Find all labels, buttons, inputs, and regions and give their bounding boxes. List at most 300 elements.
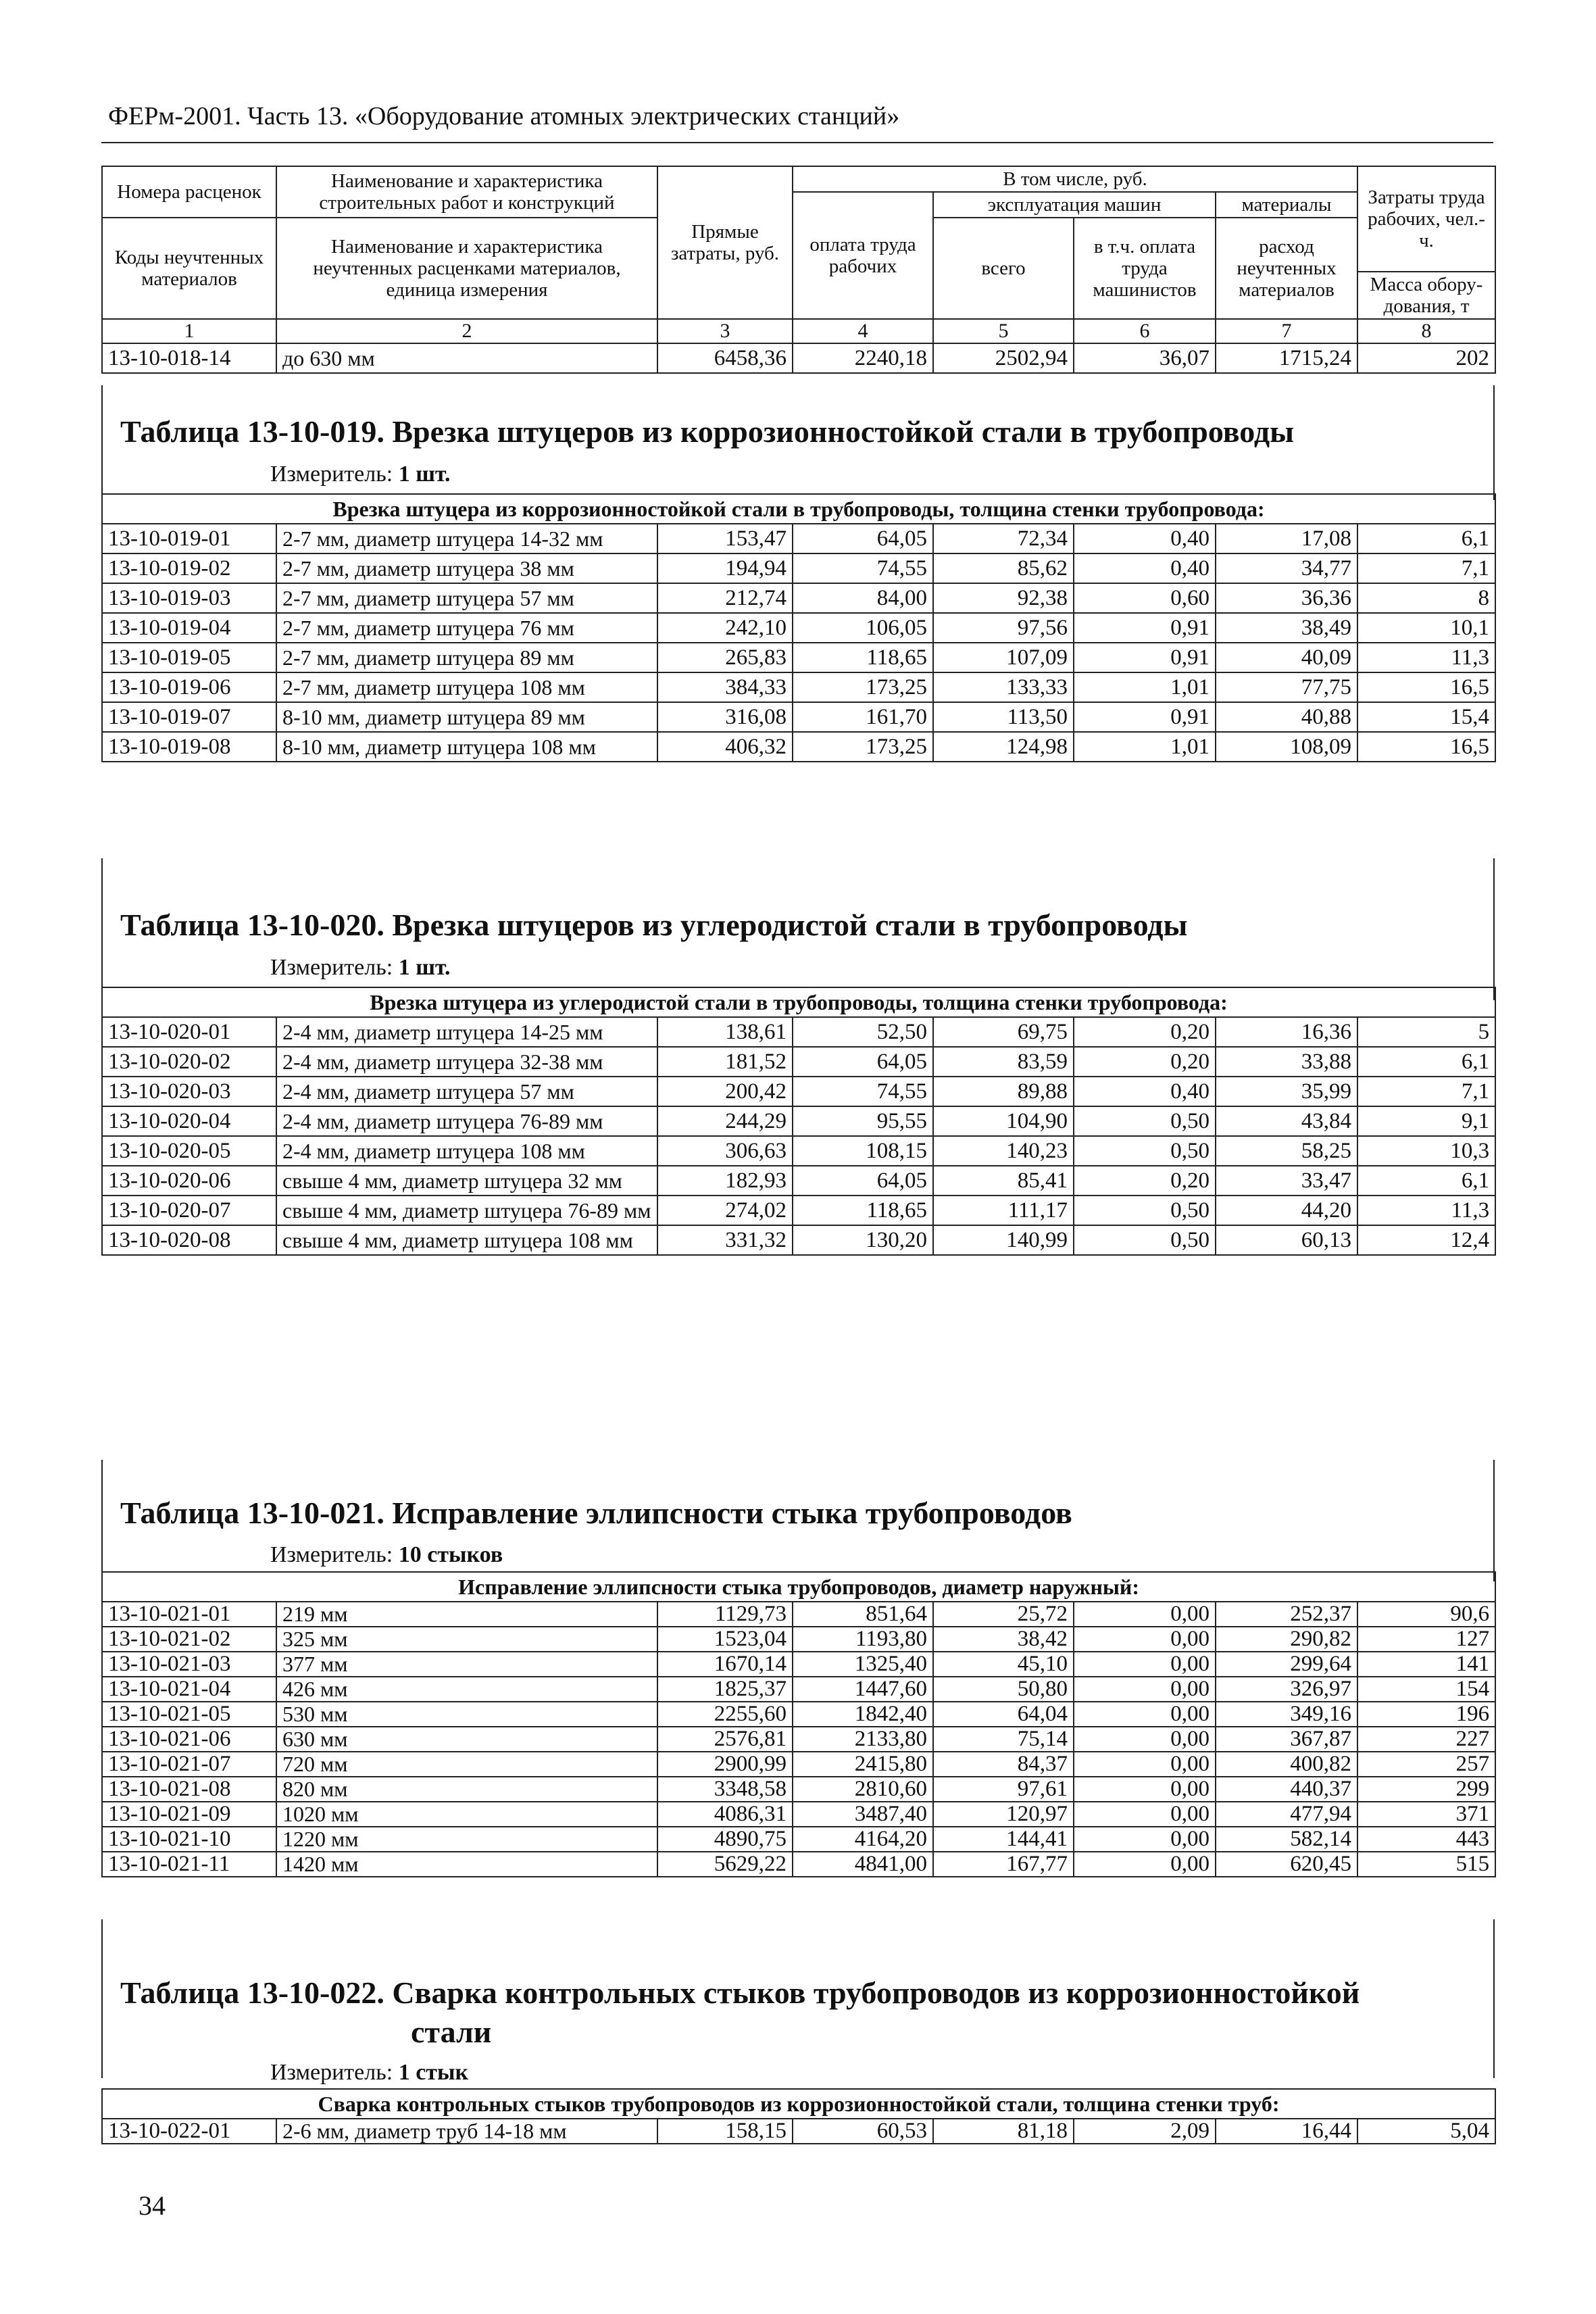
- direct-cost: 3348,58: [657, 1777, 793, 1802]
- direct-cost: 265,83: [657, 643, 793, 672]
- table-row: [102, 613, 1495, 643]
- materials: 58,25: [1216, 1136, 1357, 1166]
- table-row: [102, 343, 1495, 373]
- materials: 16,44: [1216, 2119, 1357, 2144]
- machinists-wages: 0,50: [1074, 1196, 1216, 1225]
- materials: 400,82: [1216, 1752, 1357, 1777]
- table-13-10-019-title: Таблица 13-10-019. Врезка штуцеров из коррозионностойкой стали в трубопроводы: [120, 414, 1295, 449]
- col-index: 6: [1074, 319, 1216, 343]
- machinists-wages: 0,00: [1074, 1677, 1216, 1702]
- materials: 33,47: [1216, 1166, 1357, 1196]
- machines-total: 64,04: [933, 1702, 1074, 1727]
- materials: 38,49: [1216, 613, 1357, 643]
- col-index: 8: [1357, 319, 1495, 343]
- labor-cost: 10,1: [1357, 613, 1495, 643]
- col-index: 7: [1216, 319, 1357, 343]
- machinists-wages: 2,09: [1074, 2119, 1216, 2144]
- materials: 33,88: [1216, 1047, 1357, 1077]
- column-header-table: [101, 166, 1496, 374]
- rate-code: 13-10-018-14: [102, 343, 276, 373]
- direct-cost: 1523,04: [657, 1627, 793, 1652]
- labor-cost: 5: [1357, 1017, 1495, 1047]
- work-name: 530 мм: [276, 1702, 657, 1727]
- machines-total: 113,50: [933, 702, 1074, 732]
- wages: 851,64: [793, 1602, 933, 1627]
- col-machinists-wages-header: в т.ч. оплата труда машинистов: [1074, 218, 1216, 319]
- materials: 290,82: [1216, 1627, 1357, 1652]
- materials-group-header: материалы: [1216, 192, 1357, 218]
- table-13-10-020-title: Таблица 13-10-020. Врезка штуцеров из углеродистой стали в трубопроводы: [120, 908, 1188, 942]
- machinists-wages: 0,00: [1074, 1652, 1216, 1677]
- materials: 43,84: [1216, 1106, 1357, 1136]
- work-name: 1220 мм: [276, 1827, 657, 1852]
- labor-cost: 227: [1357, 1727, 1495, 1752]
- direct-cost: 4086,31: [657, 1802, 793, 1827]
- machines-total: 38,42: [933, 1627, 1074, 1652]
- wages: 1325,40: [793, 1652, 933, 1677]
- table-row: [102, 1077, 1495, 1106]
- labor-cost: 196: [1357, 1702, 1495, 1727]
- work-name: 2-4 мм, диаметр штуцера 108 мм: [276, 1136, 657, 1166]
- table-13-10-022-measure: Измеритель: 1 стык: [270, 2060, 469, 2085]
- rate-code: 13-10-021-01: [102, 1602, 276, 1627]
- wages: 64,05: [793, 1166, 933, 1196]
- section-heading: Исправление эллипсности стыка трубопроводов, диаметр наружный:: [102, 1572, 1495, 1602]
- machines-total: 124,98: [933, 732, 1074, 762]
- machines-total: 84,37: [933, 1752, 1074, 1777]
- table-row: [102, 1652, 1495, 1677]
- table-13-10-020-measure: Измеритель: 1 шт.: [270, 955, 451, 980]
- table-row: [102, 732, 1495, 762]
- table-row: [102, 1196, 1495, 1225]
- rate-code: 13-10-020-04: [102, 1106, 276, 1136]
- direct-cost: 1129,73: [657, 1602, 793, 1627]
- machinists-wages: 0,20: [1074, 1047, 1216, 1077]
- machines-total: 72,34: [933, 524, 1074, 553]
- machinists-wages: 0,00: [1074, 1727, 1216, 1752]
- work-name: свыше 4 мм, диаметр штуцера 108 мм: [276, 1225, 657, 1255]
- machinists-wages: 0,00: [1074, 1602, 1216, 1627]
- machinists-wages: 0,40: [1074, 553, 1216, 583]
- wages: 1842,40: [793, 1702, 933, 1727]
- machines-total: 120,97: [933, 1802, 1074, 1827]
- wages: 4164,20: [793, 1827, 933, 1852]
- wages: 1447,60: [793, 1677, 933, 1702]
- col-material-codes-header: Коды неучтенных материалов: [102, 218, 276, 319]
- direct-cost: 200,42: [657, 1077, 793, 1106]
- work-name: 2-7 мм, диаметр штуцера 76 мм: [276, 613, 657, 643]
- wages: 108,15: [793, 1136, 933, 1166]
- table-row: [102, 1047, 1495, 1077]
- wages: 64,05: [793, 1047, 933, 1077]
- wages: 106,05: [793, 613, 933, 643]
- materials: 620,45: [1216, 1852, 1357, 1877]
- work-name: 2-4 мм, диаметр штуцера 14-25 мм: [276, 1017, 657, 1047]
- materials: 582,14: [1216, 1827, 1357, 1852]
- rate-code: 13-10-021-08: [102, 1777, 276, 1802]
- wages: 2240,18: [793, 343, 933, 373]
- rate-code: 13-10-020-06: [102, 1166, 276, 1196]
- direct-cost: 153,47: [657, 524, 793, 553]
- materials: 349,16: [1216, 1702, 1357, 1727]
- wages: 2415,80: [793, 1752, 933, 1777]
- table-13-10-021-title: Таблица 13-10-021. Исправление эллипсности стыка трубопроводов: [120, 1496, 1072, 1530]
- materials: 326,97: [1216, 1677, 1357, 1702]
- table-13-10-019-measure: Измеритель: 1 шт.: [270, 462, 451, 487]
- materials: 34,77: [1216, 553, 1357, 583]
- rate-code: 13-10-019-04: [102, 613, 276, 643]
- incl-group-header: В том числе, руб.: [793, 166, 1357, 192]
- rate-code: 13-10-019-06: [102, 672, 276, 702]
- materials: 440,37: [1216, 1777, 1357, 1802]
- direct-cost: 1670,14: [657, 1652, 793, 1677]
- rate-code: 13-10-019-03: [102, 583, 276, 613]
- wages: 74,55: [793, 553, 933, 583]
- direct-cost: 331,32: [657, 1225, 793, 1255]
- rate-code: 13-10-021-04: [102, 1677, 276, 1702]
- rate-code: 13-10-021-02: [102, 1627, 276, 1652]
- machines-total: 81,18: [933, 2119, 1074, 2144]
- col-equipment-mass-header: Масса обору-дования, т: [1357, 272, 1495, 319]
- direct-cost: 244,29: [657, 1106, 793, 1136]
- direct-cost: 306,63: [657, 1136, 793, 1166]
- rate-code: 13-10-021-10: [102, 1827, 276, 1852]
- machinists-wages: 0,00: [1074, 1802, 1216, 1827]
- materials: 17,08: [1216, 524, 1357, 553]
- work-name: 2-4 мм, диаметр штуцера 32-38 мм: [276, 1047, 657, 1077]
- table-row: [102, 1602, 1495, 1627]
- wages: 2133,80: [793, 1727, 933, 1752]
- machines-total: 111,17: [933, 1196, 1074, 1225]
- work-name: 1020 мм: [276, 1802, 657, 1827]
- labor-cost: 12,4: [1357, 1225, 1495, 1255]
- rate-code: 13-10-019-07: [102, 702, 276, 732]
- work-name: 2-7 мм, диаметр штуцера 108 мм: [276, 672, 657, 702]
- direct-cost: 384,33: [657, 672, 793, 702]
- col-index: 5: [933, 319, 1074, 343]
- labor-cost: 202: [1357, 343, 1495, 373]
- wages: 173,25: [793, 672, 933, 702]
- machinists-wages: 0,00: [1074, 1702, 1216, 1727]
- work-name: 2-7 мм, диаметр штуцера 89 мм: [276, 643, 657, 672]
- wages: 64,05: [793, 524, 933, 553]
- wages: 84,00: [793, 583, 933, 613]
- table-row: [102, 1017, 1495, 1047]
- labor-cost: 8: [1357, 583, 1495, 613]
- rate-code: 13-10-021-07: [102, 1752, 276, 1777]
- labor-cost: 6,1: [1357, 524, 1495, 553]
- table-row: [102, 1827, 1495, 1852]
- machines-total: 83,59: [933, 1047, 1074, 1077]
- direct-cost: 2255,60: [657, 1702, 793, 1727]
- labor-cost: 7,1: [1357, 1077, 1495, 1106]
- machines-total: 140,99: [933, 1225, 1074, 1255]
- labor-cost: 16,5: [1357, 732, 1495, 762]
- materials: 35,99: [1216, 1077, 1357, 1106]
- machines-total: 92,38: [933, 583, 1074, 613]
- col-index: 2: [276, 319, 657, 343]
- machines-total: 97,61: [933, 1777, 1074, 1802]
- table-row: [102, 1136, 1495, 1166]
- materials: 40,09: [1216, 643, 1357, 672]
- materials: 108,09: [1216, 732, 1357, 762]
- table-row: [102, 672, 1495, 702]
- direct-cost: 4890,75: [657, 1827, 793, 1852]
- direct-cost: 212,74: [657, 583, 793, 613]
- materials: 477,94: [1216, 1802, 1357, 1827]
- labor-cost: 90,6: [1357, 1602, 1495, 1627]
- wages: 118,65: [793, 1196, 933, 1225]
- direct-cost: 1825,37: [657, 1677, 793, 1702]
- wages: 118,65: [793, 643, 933, 672]
- direct-cost: 2576,81: [657, 1727, 793, 1752]
- labor-cost: 7,1: [1357, 553, 1495, 583]
- wages: 161,70: [793, 702, 933, 732]
- work-name: 720 мм: [276, 1752, 657, 1777]
- section-heading: Врезка штуцера из углеродистой стали в трубопроводы, толщина стенки трубопровода:: [102, 987, 1495, 1017]
- col-index: 1: [102, 319, 276, 343]
- work-name: до 630 мм: [276, 343, 657, 373]
- labor-cost: 6,1: [1357, 1047, 1495, 1077]
- direct-cost: 138,61: [657, 1017, 793, 1047]
- labor-cost: 15,4: [1357, 702, 1495, 732]
- machines-total: 25,72: [933, 1602, 1074, 1627]
- wages: 74,55: [793, 1077, 933, 1106]
- rate-code: 13-10-021-03: [102, 1652, 276, 1677]
- machinists-wages: 0,50: [1074, 1136, 1216, 1166]
- machines-total: 104,90: [933, 1106, 1074, 1136]
- materials: 16,36: [1216, 1017, 1357, 1047]
- machinists-wages: 1,01: [1074, 732, 1216, 762]
- machinists-wages: 0,40: [1074, 1077, 1216, 1106]
- machines-total: 89,88: [933, 1077, 1074, 1106]
- col-work-name-header: Наименование и характеристика строительных работ и конструкций: [276, 166, 657, 218]
- table-row: [102, 1727, 1495, 1752]
- materials: 252,37: [1216, 1602, 1357, 1627]
- machinists-wages: 0,00: [1074, 1852, 1216, 1877]
- machines-total: 85,41: [933, 1166, 1074, 1196]
- table-13-10-021-measure: Измеритель: 10 стыков: [270, 1542, 503, 1567]
- rate-code: 13-10-020-05: [102, 1136, 276, 1166]
- work-name: 2-6 мм, диаметр труб 14-18 мм: [276, 2119, 657, 2144]
- materials: 367,87: [1216, 1727, 1357, 1752]
- machinists-wages: 0,91: [1074, 702, 1216, 732]
- materials: 299,64: [1216, 1652, 1357, 1677]
- direct-cost: 182,93: [657, 1166, 793, 1196]
- machinists-wages: 0,20: [1074, 1166, 1216, 1196]
- machinists-wages: 0,91: [1074, 643, 1216, 672]
- table-13-10-022-title: Таблица 13-10-022. Сварка контрольных стыков трубопроводов из коррозионностойкой: [120, 1975, 1360, 2010]
- machines-total: 45,10: [933, 1652, 1074, 1677]
- rate-code: 13-10-019-02: [102, 553, 276, 583]
- rate-code: 13-10-020-07: [102, 1196, 276, 1225]
- work-name: свыше 4 мм, диаметр штуцера 76-89 мм: [276, 1196, 657, 1225]
- work-name: свыше 4 мм, диаметр штуцера 32 мм: [276, 1166, 657, 1196]
- machines-group-header: эксплуатация машин: [933, 192, 1216, 218]
- rate-code: 13-10-019-01: [102, 524, 276, 553]
- col-rate-number-header: Номера расценок: [102, 166, 276, 218]
- table-row: [102, 1225, 1495, 1255]
- page-number: 34: [139, 2190, 166, 2221]
- labor-cost: 5,04: [1357, 2119, 1495, 2144]
- labor-cost: 299: [1357, 1777, 1495, 1802]
- machines-total: 144,41: [933, 1827, 1074, 1852]
- wages: 60,53: [793, 2119, 933, 2144]
- machinists-wages: 0,20: [1074, 1017, 1216, 1047]
- table-row: [102, 524, 1495, 553]
- wages: 2810,60: [793, 1777, 933, 1802]
- work-name: 219 мм: [276, 1602, 657, 1627]
- work-name: 8-10 мм, диаметр штуцера 108 мм: [276, 732, 657, 762]
- work-name: 2-7 мм, диаметр штуцера 57 мм: [276, 583, 657, 613]
- machines-total: 85,62: [933, 553, 1074, 583]
- work-name: 2-7 мм, диаметр штуцера 38 мм: [276, 553, 657, 583]
- rate-code: 13-10-020-08: [102, 1225, 276, 1255]
- table-13-10-019: [101, 493, 1496, 762]
- col-labor-cost-header: Затраты труда рабочих, чел.-ч.: [1357, 166, 1495, 272]
- work-name: 8-10 мм, диаметр штуцера 89 мм: [276, 702, 657, 732]
- materials: 36,36: [1216, 583, 1357, 613]
- materials: 77,75: [1216, 672, 1357, 702]
- col-material-name-header: Наименование и характеристика неучтенных расценками материалов, единица измерения: [276, 218, 657, 319]
- machinists-wages: 1,01: [1074, 672, 1216, 702]
- wages: 3487,40: [793, 1802, 933, 1827]
- header-rule: [101, 142, 1493, 143]
- materials: 44,20: [1216, 1196, 1357, 1225]
- rate-code: 13-10-021-11: [102, 1852, 276, 1877]
- machines-total: 75,14: [933, 1727, 1074, 1752]
- rate-code: 13-10-020-03: [102, 1077, 276, 1106]
- machines-total: 107,09: [933, 643, 1074, 672]
- machinists-wages: 36,07: [1074, 343, 1216, 373]
- labor-cost: 127: [1357, 1627, 1495, 1652]
- col-index: 4: [793, 319, 933, 343]
- section-heading: Врезка штуцера из коррозионностойкой стали в трубопроводы, толщина стенки трубопровода:: [102, 494, 1495, 524]
- wages: 95,55: [793, 1106, 933, 1136]
- direct-cost: 316,08: [657, 702, 793, 732]
- direct-cost: 274,02: [657, 1196, 793, 1225]
- work-name: 426 мм: [276, 1677, 657, 1702]
- labor-cost: 11,3: [1357, 643, 1495, 672]
- rate-code: 13-10-021-05: [102, 1702, 276, 1727]
- column-index-row: [102, 319, 1495, 343]
- table-row: [102, 643, 1495, 672]
- labor-cost: 11,3: [1357, 1196, 1495, 1225]
- work-name: 2-4 мм, диаметр штуцера 76-89 мм: [276, 1106, 657, 1136]
- rate-code: 13-10-019-08: [102, 732, 276, 762]
- table-row: [102, 1702, 1495, 1727]
- rate-code: 13-10-020-01: [102, 1017, 276, 1047]
- machinists-wages: 0,00: [1074, 1752, 1216, 1777]
- materials: 60,13: [1216, 1225, 1357, 1255]
- table-13-10-021: [101, 1571, 1496, 1877]
- table-13-10-020: [101, 987, 1496, 1256]
- work-name: 820 мм: [276, 1777, 657, 1802]
- table-13-10-022: [101, 2088, 1496, 2144]
- machinists-wages: 0,40: [1074, 524, 1216, 553]
- wages: 1193,80: [793, 1627, 933, 1652]
- labor-cost: 141: [1357, 1652, 1495, 1677]
- machines-total: 2502,94: [933, 343, 1074, 373]
- rate-code: 13-10-021-09: [102, 1802, 276, 1827]
- machinists-wages: 0,00: [1074, 1777, 1216, 1802]
- table-row: [102, 553, 1495, 583]
- materials: 40,88: [1216, 702, 1357, 732]
- table-row: [102, 1106, 1495, 1136]
- machines-total: 167,77: [933, 1852, 1074, 1877]
- table-row: [102, 1627, 1495, 1652]
- machinists-wages: 0,00: [1074, 1627, 1216, 1652]
- labor-cost: 371: [1357, 1802, 1495, 1827]
- labor-cost: 6,1: [1357, 1166, 1495, 1196]
- col-index: 3: [657, 319, 793, 343]
- col-unaccounted-materials-header: расход неучтенных материалов: [1216, 218, 1357, 319]
- machinists-wages: 0,50: [1074, 1225, 1216, 1255]
- machinists-wages: 0,00: [1074, 1827, 1216, 1852]
- wages: 52,50: [793, 1017, 933, 1047]
- work-name: 377 мм: [276, 1652, 657, 1677]
- machines-total: 140,23: [933, 1136, 1074, 1166]
- rate-code: 13-10-020-02: [102, 1047, 276, 1077]
- table-row: [102, 583, 1495, 613]
- rate-code: 13-10-022-01: [102, 2119, 276, 2144]
- work-name: 2-7 мм, диаметр штуцера 14-32 мм: [276, 524, 657, 553]
- materials: 1715,24: [1216, 343, 1357, 373]
- direct-cost: 2900,99: [657, 1752, 793, 1777]
- table-row: [102, 1852, 1495, 1877]
- col-machines-total-header: всего: [933, 218, 1074, 319]
- direct-cost: 6458,36: [657, 343, 793, 373]
- table-row: [102, 1752, 1495, 1777]
- table-row: [102, 1166, 1495, 1196]
- labor-cost: 443: [1357, 1827, 1495, 1852]
- table-13-10-022-title-cont: стали: [411, 2015, 492, 2049]
- table-row: [102, 2119, 1495, 2144]
- wages: 4841,00: [793, 1852, 933, 1877]
- rate-code: 13-10-021-06: [102, 1727, 276, 1752]
- work-name: 2-4 мм, диаметр штуцера 57 мм: [276, 1077, 657, 1106]
- machinists-wages: 0,60: [1074, 583, 1216, 613]
- labor-cost: 10,3: [1357, 1136, 1495, 1166]
- direct-cost: 158,15: [657, 2119, 793, 2144]
- labor-cost: 16,5: [1357, 672, 1495, 702]
- machines-total: 69,75: [933, 1017, 1074, 1047]
- direct-cost: 5629,22: [657, 1852, 793, 1877]
- labor-cost: 9,1: [1357, 1106, 1495, 1136]
- direct-cost: 181,52: [657, 1047, 793, 1077]
- wages: 173,25: [793, 732, 933, 762]
- table-row: [102, 1677, 1495, 1702]
- col-direct-cost-header: Прямые затраты, руб.: [657, 166, 793, 319]
- work-name: 1420 мм: [276, 1852, 657, 1877]
- table-row: [102, 702, 1495, 732]
- machinists-wages: 0,50: [1074, 1106, 1216, 1136]
- direct-cost: 194,94: [657, 553, 793, 583]
- work-name: 630 мм: [276, 1727, 657, 1752]
- machinists-wages: 0,91: [1074, 613, 1216, 643]
- table-row: [102, 1802, 1495, 1827]
- direct-cost: 406,32: [657, 732, 793, 762]
- labor-cost: 257: [1357, 1752, 1495, 1777]
- work-name: 325 мм: [276, 1627, 657, 1652]
- machines-total: 50,80: [933, 1677, 1074, 1702]
- col-wages-header: оплата труда рабочих: [793, 192, 933, 319]
- direct-cost: 242,10: [657, 613, 793, 643]
- page-header: ФЕРм-2001. Часть 13. «Оборудование атомных электрических станций»: [108, 102, 900, 130]
- machines-total: 133,33: [933, 672, 1074, 702]
- rate-code: 13-10-019-05: [102, 643, 276, 672]
- table-row: [102, 1777, 1495, 1802]
